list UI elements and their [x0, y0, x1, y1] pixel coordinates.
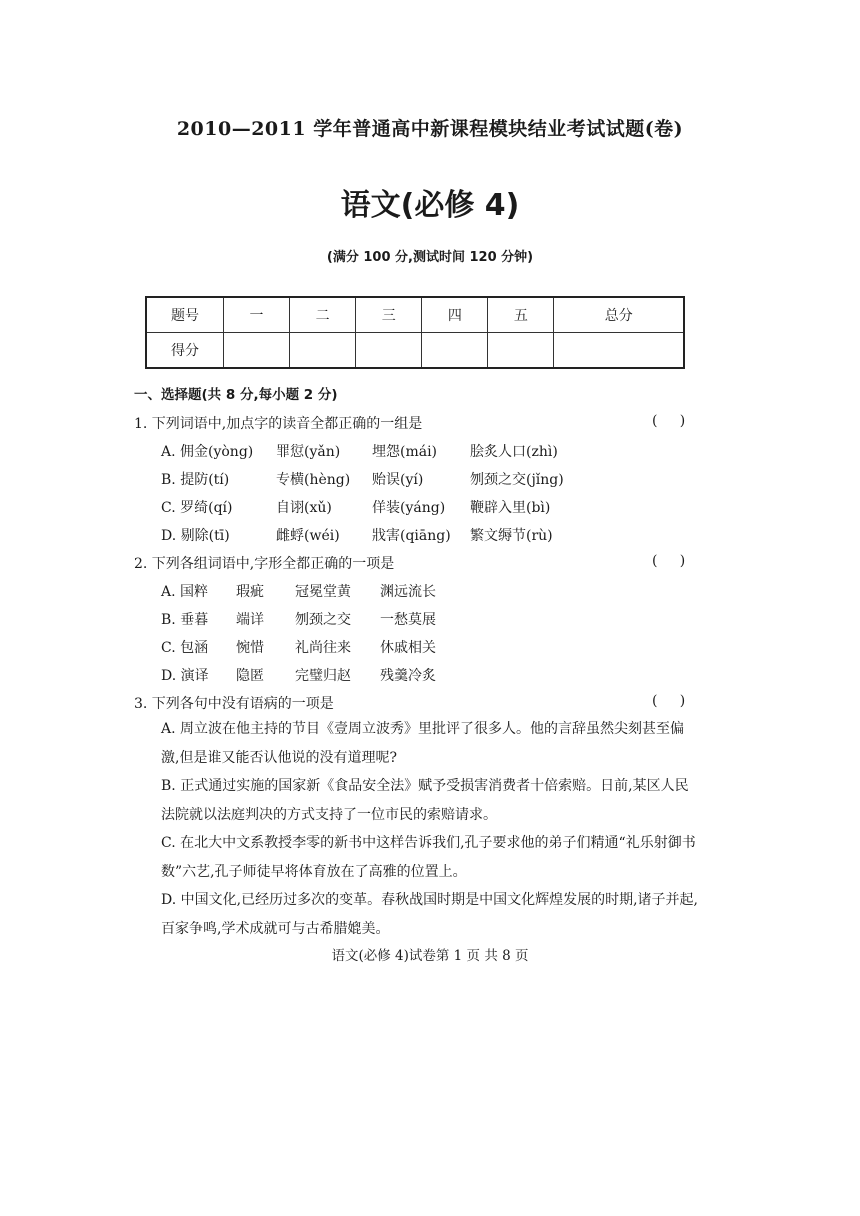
section-heading: 一、选择题(共 8 分,每小题 2 分) [134, 387, 338, 403]
answer-parens: ( ) [652, 413, 686, 429]
table-cell: 题号 [146, 297, 224, 333]
table-cell: 总分 [554, 297, 684, 333]
score-input-cell[interactable] [290, 333, 356, 369]
answer-parens: ( ) [652, 693, 686, 709]
option: 自诩(xǔ) [276, 500, 332, 516]
exam-title: 2010—2011 学年普通高中新课程模块结业考试试题(卷) [176, 118, 684, 140]
question-2-stem: 2. 下列各组词语中,字形全都正确的一项是 [134, 556, 395, 572]
score-input-cell[interactable] [554, 333, 684, 369]
option: 贻误(yí) [372, 472, 424, 488]
option: 礼尚往来 [295, 640, 351, 656]
option-paragraph: A. 周立波在他主持的节目《壹周立波秀》里批评了很多人。他的言辞虽然尖刻甚至偏激,但是谁又能否认他说的没有道理呢? [161, 721, 685, 766]
option: 瑕疵 [236, 584, 264, 600]
question-1-stem: 1. 下列词语中,加点字的读音全都正确的一组是 [134, 416, 423, 432]
score-input-cell[interactable] [488, 333, 554, 369]
option: 刎颈之交(jǐng) [470, 472, 564, 488]
option: 刎颈之交 [295, 612, 351, 628]
table-cell: 得分 [146, 333, 224, 369]
score-input-cell[interactable] [422, 333, 488, 369]
option-paragraph: B. 正式通过实施的国家新《食品安全法》赋予受损害消费者十倍索赔。日前,某区人民法院就以法庭判决的方式支持了一位市民的索赔请求。 [161, 778, 689, 823]
option: 专横(hèng) [276, 472, 351, 488]
option: A. 佣金(yòng) [161, 444, 254, 460]
option: 戕害(qiāng) [372, 528, 451, 544]
score-table-score-row [146, 333, 684, 369]
option: 繁文缛节(rù) [470, 528, 553, 544]
option-paragraph: C. 在北大中文系教授李零的新书中这样告诉我们,孔子要求他的弟子们精通“礼乐射御书数”六艺,孔子师徒早将体育放在了高雅的位置上。 [161, 835, 696, 880]
option: 休戚相关 [380, 640, 436, 656]
score-input-cell[interactable] [356, 333, 422, 369]
page-footer: 语文(必修 4)试卷第 1 页 共 8 页 [331, 948, 529, 964]
score-input-cell[interactable] [224, 333, 290, 369]
table-cell: 一 [224, 297, 290, 333]
option: 残羹冷炙 [380, 668, 436, 684]
exam-subtitle: (满分 100 分,测试时间 120 分钟) [326, 250, 534, 265]
option: C. 包涵 [161, 640, 209, 656]
score-table-header-row [146, 297, 684, 333]
answer-parens: ( ) [652, 553, 686, 569]
option: A. 国粹 [161, 584, 209, 600]
subject-title: 语文(必修 4) [340, 188, 520, 223]
option: 雌蜉(wéi) [276, 528, 340, 544]
table-cell: 三 [356, 297, 422, 333]
option: 鞭辟入里(bì) [470, 500, 551, 516]
option: 隐匿 [236, 668, 264, 684]
option: 罪愆(yǎn) [276, 444, 341, 460]
table-cell: 二 [290, 297, 356, 333]
option: 完璧归赵 [295, 668, 351, 684]
table-cell: 四 [422, 297, 488, 333]
option: 一愁莫展 [380, 612, 436, 628]
option: D. 剔除(tī) [161, 528, 230, 544]
option: C. 罗绮(qí) [161, 500, 233, 516]
option: 惋惜 [236, 640, 264, 656]
option: B. 提防(tí) [161, 472, 230, 488]
option: 冠冕堂黄 [295, 584, 351, 600]
question-3-stem: 3. 下列各句中没有语病的一项是 [134, 696, 334, 712]
option: D. 演译 [161, 668, 209, 684]
score-table [145, 296, 685, 369]
option: 埋怨(mái) [372, 444, 438, 460]
option: 渊远流长 [380, 584, 436, 600]
option: 脍炙人口(zhì) [470, 444, 558, 460]
option: B. 垂暮 [161, 612, 209, 628]
option: 佯装(yáng) [372, 500, 446, 516]
table-cell: 五 [488, 297, 554, 333]
option-paragraph: D. 中国文化,已经历过多次的变革。春秋战国时期是中国文化辉煌发展的时期,诸子并起,百家争鸣,学术成就可与古希腊媲美。 [161, 892, 698, 937]
option: 端详 [236, 612, 264, 628]
